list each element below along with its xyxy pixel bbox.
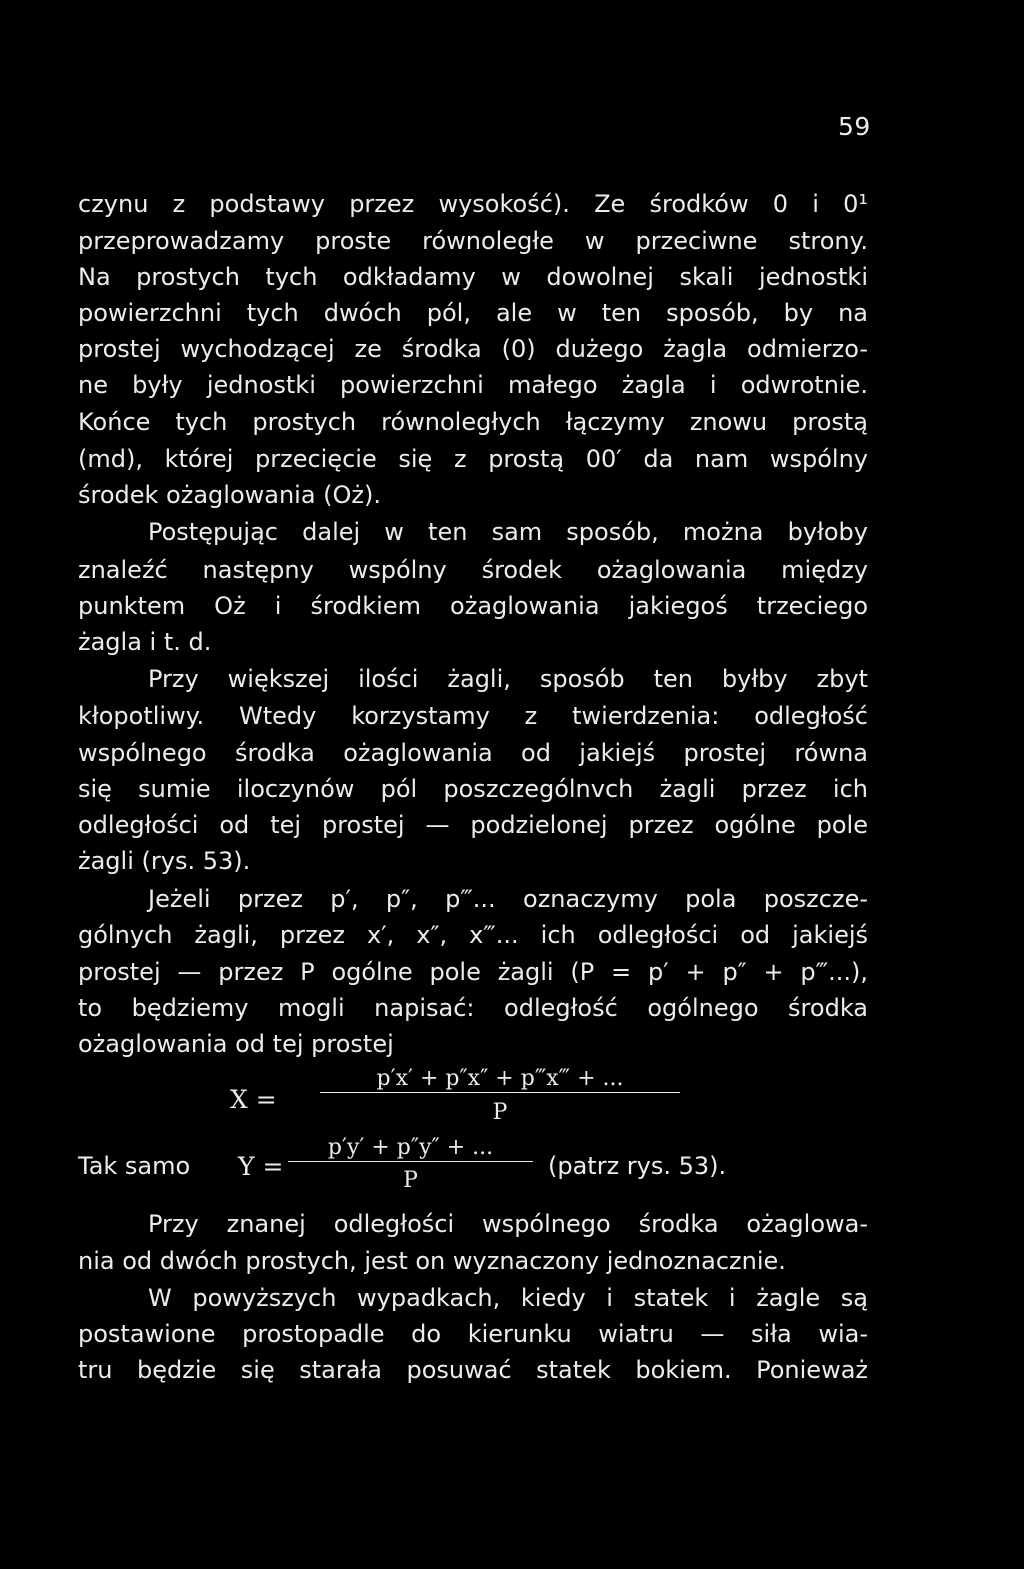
page-number: 59: [838, 112, 871, 141]
text-line-16: wspólnego środka ożaglowania od jakiejś prostej równa: [78, 739, 868, 767]
text-line-3: Na prostych tych odkładamy w dowolnej skali jednostki: [78, 263, 868, 291]
text-line-26: nia od dwóch prostych, jest on wyznaczony jednoznacznie.: [78, 1247, 786, 1275]
text-line-4: powierzchni tych dwóch pól, ale w ten sposób, by na: [78, 299, 868, 327]
text-line-20: Jeżeli przez p′, p″, p‴... oznaczymy pola poszcze-: [148, 885, 868, 913]
text-line-6: ne były jednostki powierzchni małego żagla i odwrotnie.: [78, 371, 868, 399]
text-line-1: czynu z podstawy przez wysokość). Ze środków 0 i 0¹: [78, 190, 868, 218]
formula-y-prefix: Tak samo: [78, 1152, 191, 1180]
text-line-12: punktem Oż i środkiem ożaglowania jakiegoś trzeciego: [78, 592, 868, 620]
text-line-10: Postępując dalej w ten sam sposób, można byłoby: [148, 518, 868, 546]
text-line-19: żagli (rys. 53).: [78, 847, 251, 875]
text-line-25: Przy znanej odległości wspólnego środka ożaglowa-: [148, 1210, 868, 1238]
text-line-11: znaleźć następny wspólny środek ożaglowania między: [78, 556, 868, 584]
text-line-24: ożaglowania od tej prostej: [78, 1030, 394, 1058]
text-line-22: prostej — przez P ogólne pole żagli (P = p′ + p″ + p‴...),: [78, 958, 868, 986]
formula-x-lhs: X =: [230, 1085, 277, 1114]
text-line-29: tru będzie się starała posuwać statek bokiem. Ponieważ: [78, 1356, 868, 1384]
formula-x-numerator: p′x′ + p″x″ + p‴x‴ + ...: [320, 1066, 680, 1093]
text-line-28: postawione prostopadle do kierunku wiatru — siła wia-: [78, 1320, 868, 1348]
text-line-13: żagla i t. d.: [78, 628, 212, 656]
text-line-18: odległości od tej prostej — podzielonej przez ogólne pole: [78, 811, 868, 839]
formula-y-suffix: (patrz rys. 53).: [548, 1152, 727, 1180]
text-line-23: to będziemy mogli napisać: odległość ogólnego środka: [78, 994, 868, 1022]
text-line-5: prostej wychodzącej ze środka (0) dużego żagla odmierzo-: [78, 335, 868, 363]
formula-y-lhs: Y =: [238, 1152, 284, 1181]
text-line-9: środek ożaglowania (Oż).: [78, 481, 382, 509]
formula-y-denominator: P: [403, 1168, 418, 1193]
formula-y-numerator: p′y′ + p″y″ + ...: [288, 1135, 533, 1162]
text-line-8: (md), której przecięcie się z prostą 00′ da nam wspólny: [78, 445, 868, 473]
text-line-7: Końce tych prostych równoległych łączymy znowu prostą: [78, 408, 868, 436]
text-line-15: kłopotliwy. Wtedy korzystamy z twierdzenia: odległość: [78, 702, 868, 730]
text-line-21: gólnych żagli, przez x′, x″, x‴... ich odległości od jakiejś: [78, 921, 868, 949]
formula-x-denominator: P: [492, 1100, 508, 1125]
text-line-17: się sumie iloczynów pól poszczególnvch żagli przez ich: [78, 775, 868, 803]
text-line-27: W powyższych wypadkach, kiedy i statek i żagle są: [148, 1284, 868, 1312]
text-line-14: Przy większej ilości żagli, sposób ten byłby zbyt: [148, 665, 868, 693]
text-line-2: przeprowadzamy proste równoległe w przeciwne strony.: [78, 227, 868, 255]
